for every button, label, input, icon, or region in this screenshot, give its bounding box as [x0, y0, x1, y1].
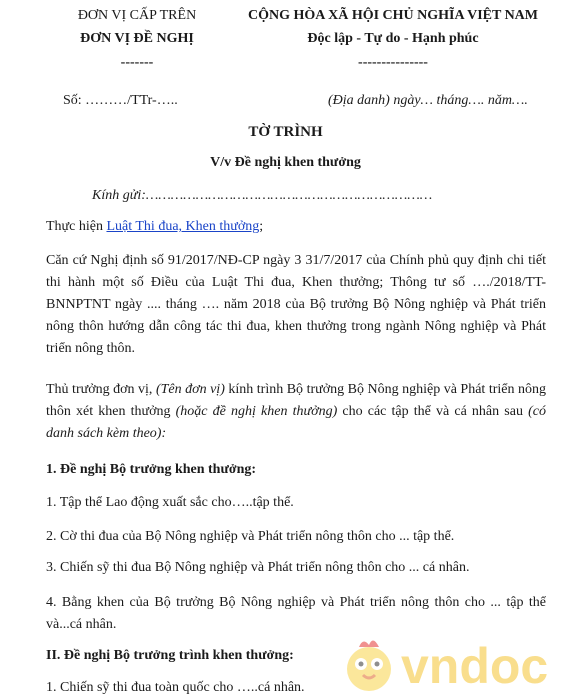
- alternative-note: (hoặc đề nghị khen thưởng): [175, 404, 338, 419]
- law-link[interactable]: Luật Thi đua, Khen thưởng: [106, 219, 260, 234]
- proposing-unit: ĐƠN VỊ ĐỀ NGHỊ: [80, 31, 194, 46]
- basis-paragraph: Căn cứ Nghị định số 91/2017/NĐ-CP ngày 3 31/7/2017 của Chính phủ quy định chi tiết thi hành một số Điều của Luật Thi đua, Khen thưởng; Thông tư số …./2018/TT-BNNPTNT ngày .... tháng …. năm 2018 của Bộ trưởng Bộ Nông nghiệp và Phát triển nông thôn hướng dẫn công tác thi đua, khen thưởng trong ngành Nông nghiệp và Phát triển nông thôn.: [46, 253, 546, 356]
- intro-line: [46, 219, 263, 235]
- list-item: 1. Tập thể Lao động xuất sắc cho…..tập thể.: [46, 495, 294, 510]
- national-motto: Độc lập - Tự do - Hạnh phúc: [307, 31, 479, 46]
- list-item: 1. Chiến sỹ thi đua toàn quốc cho …..cá nhân.: [46, 680, 305, 695]
- right-divider: ---------------: [358, 55, 428, 70]
- list-item: 2. Cờ thi đua của Bộ Nông nghiệp và Phát triển nông thôn cho ... tập thể.: [46, 529, 455, 544]
- request-text-3: cho các tập thể và cá nhân sau: [337, 404, 529, 419]
- recipient-line: Kính gửi:……………………………………………………………: [92, 188, 433, 203]
- place-date: (Địa danh) ngày… tháng…. năm….: [328, 93, 528, 108]
- document-title: TỜ TRÌNH: [248, 124, 323, 140]
- intro-prefix: Thực hiện: [46, 219, 107, 234]
- left-divider: -------: [120, 55, 154, 70]
- list-item: 3. Chiến sỹ thi đua Bộ Nông nghiệp và Phát triển nông thôn cho ... cá nhân.: [46, 560, 470, 575]
- national-title: CỘNG HÒA XÃ HỘI CHỦ NGHĨA VIỆT NAM: [247, 8, 538, 23]
- unit-name-placeholder: (Tên đơn vị): [155, 382, 225, 397]
- intro-suffix: ;: [259, 219, 264, 234]
- issuing-authority: ĐƠN VỊ CẤP TRÊN: [77, 8, 197, 23]
- request-text-1: Thủ trưởng đơn vị,: [46, 382, 156, 397]
- mascot-icon: [347, 640, 391, 691]
- section2-heading: II. Đề nghị Bộ trưởng trình khen thưởng:: [46, 648, 294, 663]
- list-item: 4. Bằng khen của Bộ trưởng Bộ Nông nghiệp và Phát triển nông thôn cho ... tập thể và...cá nhân.: [46, 595, 546, 632]
- request-paragraph: [46, 379, 546, 445]
- watermark-text: vndoc: [401, 638, 549, 694]
- document-number: Số: ………/TTr-…..: [63, 93, 178, 108]
- attachment-note: (có danh sách kèm theo):: [46, 404, 546, 441]
- document-subject: V/v Đề nghị khen thưởng: [210, 155, 361, 170]
- request-text-2: kính trình Bộ trưởng Bộ Nông nghiệp và Phát triển nông thôn xét khen thưởng: [46, 382, 546, 419]
- section1-heading: 1. Đề nghị Bộ trưởng khen thưởng:: [46, 462, 257, 477]
- vndoc-watermark-logo: [339, 631, 567, 695]
